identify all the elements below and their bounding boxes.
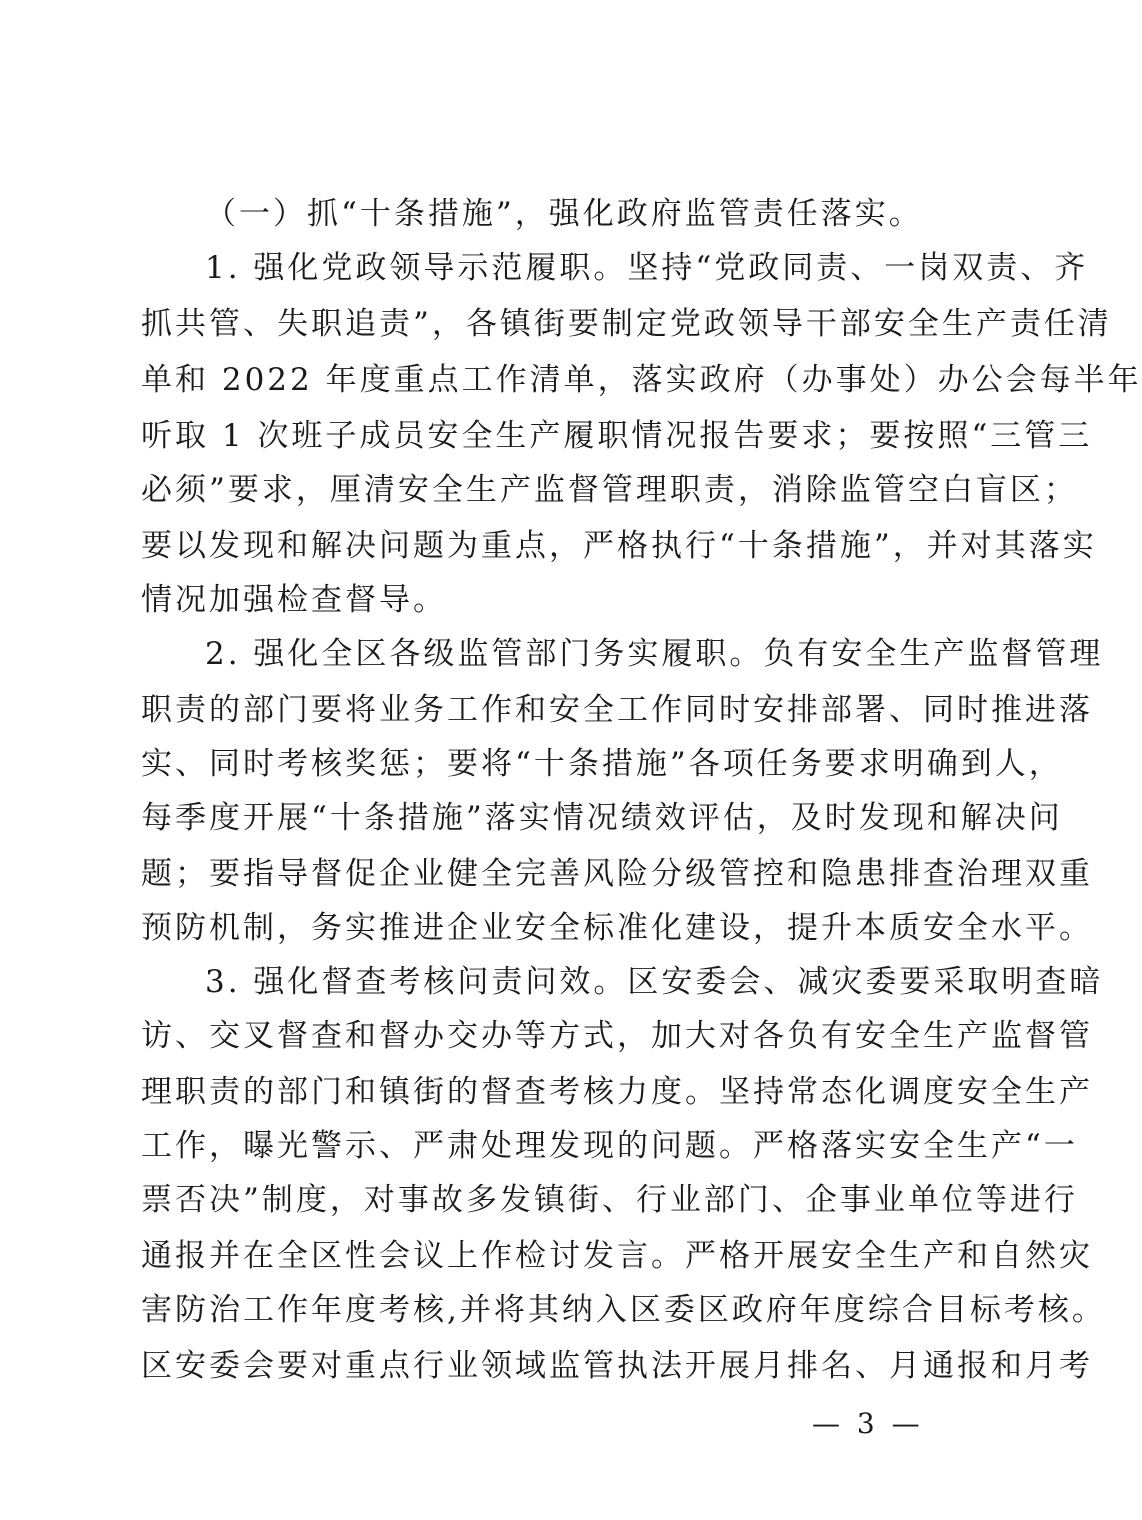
paragraph-line: 每季度开展“十条措施”落实情况绩效评估，及时发现和解决问	[141, 800, 1063, 836]
paragraph-line: 工作，曝光警示、严肃处理发现的问题。严格落实安全生产“一	[141, 1128, 1078, 1164]
paragraph-line: 理职责的部门和镇街的督查考核力度。坚持常态化调度安全生产	[141, 1074, 1093, 1110]
paragraph-line: 单和 2022 年度重点工作清单，落实政府（办事处）办公会每半年	[141, 362, 1142, 398]
paragraph-line: 害防治工作年度考核,并将其纳入区委区政府年度综合目标考核。	[141, 1292, 1106, 1328]
paragraph-line: 访、交叉督查和督办交办等方式，加大对各负有安全生产监督管	[141, 1018, 1093, 1054]
paragraph-line: 必须”要求，厘清安全生产监督管理职责，消除监管空白盲区；	[141, 472, 1078, 508]
paragraph-line: 2. 强化全区各级监管部门务实履职。负有安全生产监督管理	[205, 636, 1104, 672]
paragraph-line: 通报并在全区性会议上作检讨发言。严格开展安全生产和自然灾	[141, 1238, 1093, 1274]
section-heading: （一）抓“十条措施”，强化政府监管责任落实。	[205, 196, 923, 232]
paragraph-line: 实、同时考核奖惩；要将“十条措施”各项任务要求明确到人，	[141, 746, 1063, 782]
paragraph-line: 1. 强化党政领导示范履职。坚持“党政同责、一岗双责、齐	[205, 250, 1089, 286]
paragraph-line: 区安委会要对重点行业领域监管执法开展月排名、月通报和月考	[141, 1348, 1093, 1384]
paragraph-line: 要以发现和解决问题为重点，严格执行“十条措施”，并对其落实	[141, 528, 1097, 564]
page-number: — 3 —	[812, 1407, 924, 1440]
paragraph-line: 票否决”制度，对事故多发镇街、行业部门、企事业单位等进行	[141, 1182, 1078, 1218]
paragraph-line: 预防机制，务实推进企业安全标准化建设，提升本质安全水平。	[141, 910, 1093, 946]
paragraph-line: 情况加强检查督导。	[141, 582, 447, 618]
paragraph-line: 题；要指导督促企业健全完善风险分级管控和隐患排查治理双重	[141, 856, 1093, 892]
paragraph-line: 抓共管、失职追责”，各镇街要制定党政领导干部安全生产责任清	[141, 306, 1112, 342]
paragraph-line: 听取 1 次班子成员安全生产履职情况报告要求；要按照“三管三	[141, 418, 1093, 454]
paragraph-line: 3. 强化督查考核问责问效。区安委会、减灾委要采取明查暗	[205, 964, 1104, 1000]
paragraph-line: 职责的部门要将业务工作和安全工作同时安排部署、同时推进落	[141, 692, 1093, 728]
